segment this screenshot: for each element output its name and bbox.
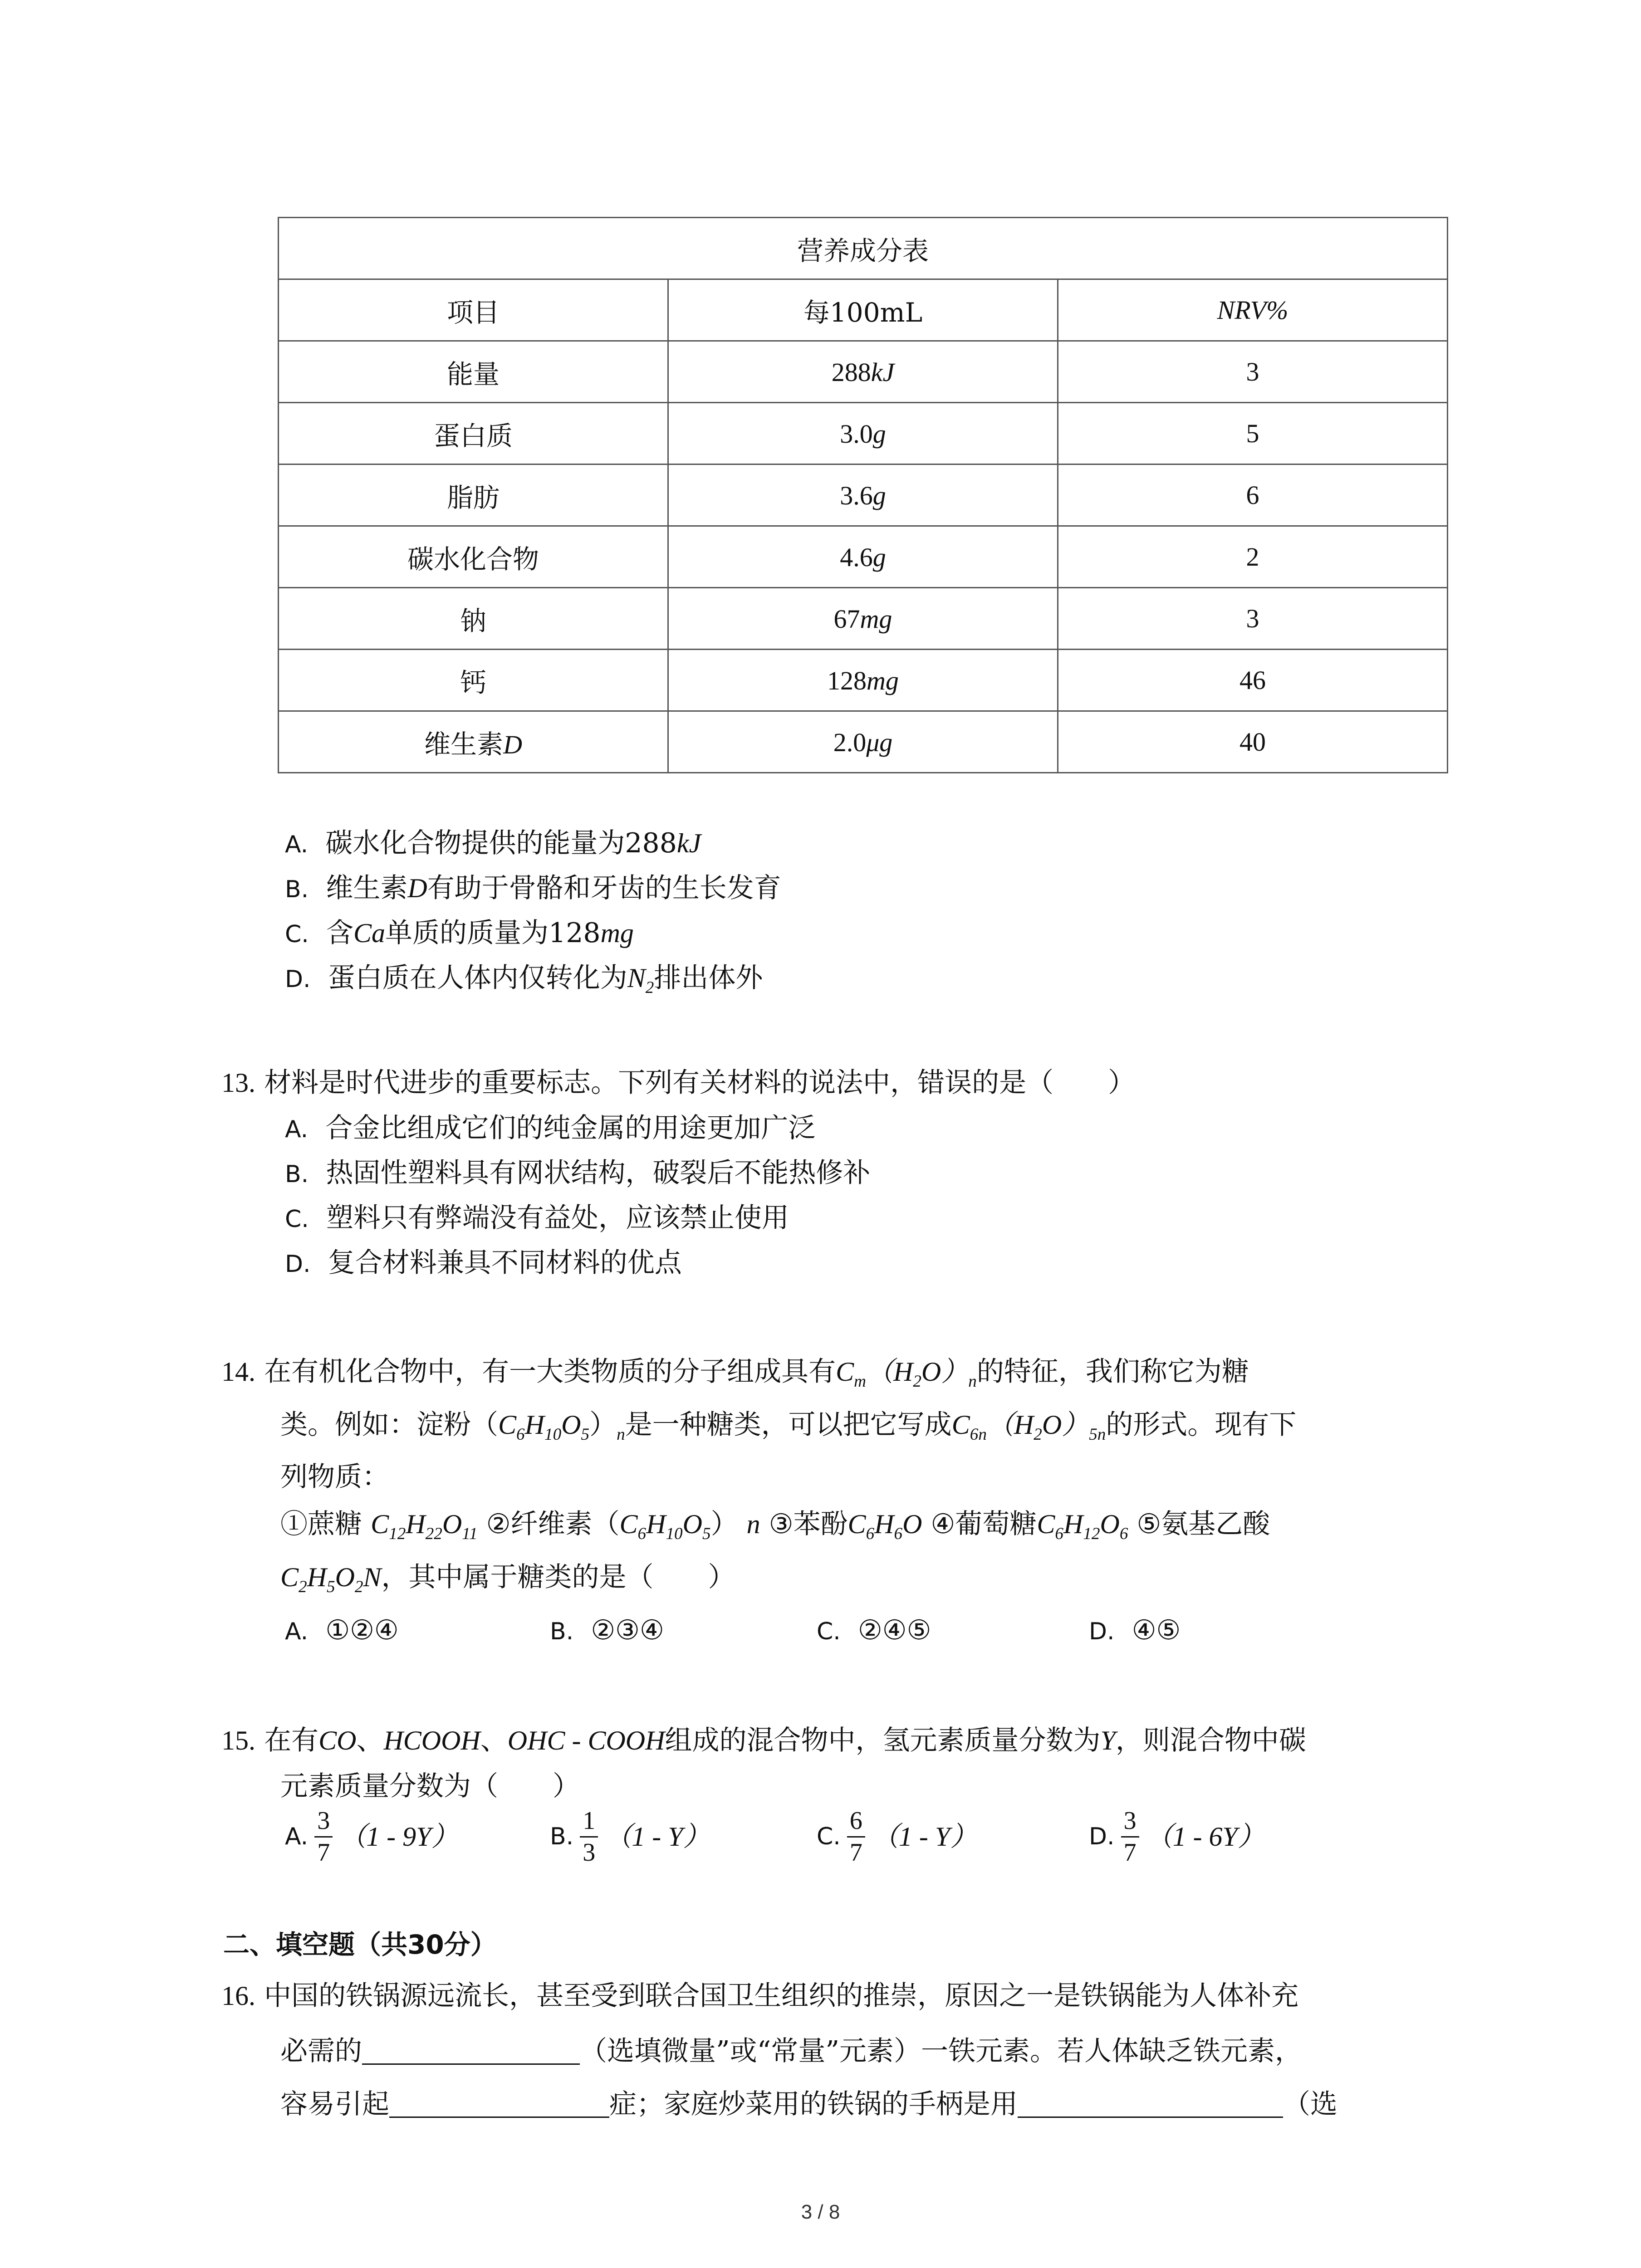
unit: kJ bbox=[676, 828, 701, 858]
cell-item: 钙 bbox=[279, 650, 668, 711]
q15-option-b[interactable] bbox=[550, 1808, 710, 1866]
formula-cm-h2o-n: $C_m(H_2O)_n$ bbox=[836, 1357, 977, 1391]
option-label: C. bbox=[817, 1823, 841, 1851]
sep: 、 bbox=[356, 1725, 384, 1756]
unit: mg bbox=[600, 918, 634, 948]
item-2: ②纤维素（ bbox=[486, 1508, 620, 1540]
item-1: ①蔗糖 bbox=[280, 1508, 362, 1540]
cell-nrv: 2 bbox=[1058, 526, 1448, 588]
option-text: 含 bbox=[326, 917, 353, 949]
amount-num: 288 bbox=[831, 357, 871, 387]
expression: （1 - 6Y） bbox=[1145, 1822, 1265, 1852]
text: 必需的 bbox=[280, 2035, 362, 2067]
table-row bbox=[279, 526, 1448, 588]
formula-glucose: $C_6H_{12}O_6$ bbox=[1037, 1509, 1128, 1544]
subscript: 2 bbox=[645, 978, 654, 997]
stem-text: 材料是时代进步的重要标志。下列有关材料的说法中，错误的是（ ） bbox=[264, 1067, 1136, 1099]
amount-unit: μg bbox=[866, 727, 893, 757]
q12-option-c[interactable] bbox=[285, 919, 634, 947]
cell-amount bbox=[668, 341, 1058, 403]
text: 在有机化合物中，有一大类物质的分子组成具有 bbox=[264, 1356, 836, 1388]
q14-line-2: 类。例如：淀粉$(C_6H_{10}O_5)_n$是一种糖类，可以把它写成$C_{6n}(H_2O)_{5n}$的形式。现有下 bbox=[280, 1409, 1297, 1444]
amount-unit: g bbox=[872, 480, 886, 510]
cell-amount bbox=[668, 711, 1058, 773]
option-text: 复合材料兼具不同材料的优点 bbox=[328, 1247, 682, 1279]
question-number: 15. bbox=[221, 1725, 255, 1755]
text-2: （选填微量”或“常量”元素）一铁元素。若人体缺乏铁元素， bbox=[580, 2035, 1303, 2067]
table-row bbox=[279, 403, 1448, 464]
table-row bbox=[279, 650, 1448, 711]
amount-num: 4.6 bbox=[840, 542, 873, 572]
formula-ohc-cooh: OHC - COOH bbox=[507, 1725, 665, 1755]
text-2: 的特征，我们称它为糖 bbox=[976, 1356, 1249, 1388]
q15-option-c[interactable] bbox=[817, 1808, 977, 1866]
question-number: 16. bbox=[221, 1981, 255, 2011]
numerator: 3 bbox=[1121, 1808, 1139, 1838]
element: Ca bbox=[353, 918, 386, 948]
option-label: C. bbox=[285, 1206, 309, 1233]
q13-option-c[interactable] bbox=[285, 1204, 789, 1232]
cell-nrv: 40 bbox=[1058, 711, 1448, 773]
option-label: C. bbox=[817, 1618, 841, 1645]
sep: 、 bbox=[480, 1725, 508, 1756]
cell-item: 碳水化合物 bbox=[279, 526, 668, 588]
cell-amount bbox=[668, 464, 1058, 526]
cell-amount bbox=[668, 403, 1058, 464]
fraction bbox=[314, 1808, 333, 1866]
option-label: B. bbox=[550, 1823, 574, 1851]
q13-option-a[interactable] bbox=[285, 1114, 815, 1142]
formula-co: CO bbox=[318, 1725, 357, 1755]
option-text: 碳水化合物提供的能量为288 bbox=[325, 827, 677, 859]
item-3: ③苯酚 bbox=[769, 1508, 848, 1540]
option-label: D. bbox=[1089, 1618, 1115, 1645]
option-label: A. bbox=[285, 831, 309, 858]
option-text: ②③④ bbox=[591, 1614, 664, 1646]
table-title: 营养成分表 bbox=[279, 218, 1448, 279]
text-2: 是一种糖类，可以把它写成 bbox=[625, 1409, 952, 1441]
formula-starch: $C_6H_{10}O_5$ bbox=[498, 1410, 590, 1444]
q13-option-d[interactable] bbox=[285, 1247, 682, 1279]
expression: （1 - 9Y） bbox=[339, 1822, 459, 1852]
answer-blank-2[interactable] bbox=[389, 2089, 609, 2118]
q15-line-2: 元素质量分数为（ ） bbox=[280, 1770, 580, 1802]
denominator: 3 bbox=[583, 1838, 596, 1867]
option-label: A. bbox=[285, 1823, 309, 1851]
cell-nrv: 6 bbox=[1058, 464, 1448, 526]
amount-unit: g bbox=[872, 542, 886, 572]
text-2: 组成的混合物中，氢元素质量分数为 bbox=[665, 1725, 1101, 1756]
cell-nrv: 5 bbox=[1058, 403, 1448, 464]
element: N bbox=[627, 963, 646, 993]
option-text: 蛋白质在人体内仅转化为 bbox=[328, 962, 627, 994]
amount-unit: g bbox=[872, 419, 886, 449]
amount-num: 2.0 bbox=[833, 727, 867, 757]
item-5: ⑤氨基乙酸 bbox=[1136, 1508, 1270, 1540]
option-text-2: 有助于骨骼和牙齿的生长发育 bbox=[427, 872, 781, 904]
option-text: ②④⑤ bbox=[858, 1614, 931, 1646]
option-text: 维生素 bbox=[326, 872, 408, 904]
cell-nrv: 46 bbox=[1058, 650, 1448, 711]
numerator: 3 bbox=[314, 1808, 333, 1838]
q14-option-c[interactable] bbox=[817, 1614, 931, 1646]
cell-item: 钠 bbox=[279, 588, 668, 650]
header-amount bbox=[668, 279, 1058, 341]
q14-line-4: ①蔗糖 $C_{12}H_{22}O_{11}$ ②纤维素$(C_6H_{10}O_5)$ n ③苯酚$C_6H_6O$ ④葡萄糖$C_6H_{12}O_6$ ⑤氨基乙酸 bbox=[280, 1508, 1270, 1544]
q14-line-3: 列物质： bbox=[280, 1461, 389, 1493]
text: 在有 bbox=[264, 1725, 319, 1756]
q15-option-a[interactable] bbox=[285, 1808, 459, 1866]
fraction bbox=[847, 1808, 865, 1866]
option-text: ①②④ bbox=[325, 1614, 399, 1646]
expression: （1 - Y） bbox=[604, 1822, 710, 1852]
header-item: 项目 bbox=[279, 279, 668, 341]
text: 类。例如：淀粉（ bbox=[280, 1409, 498, 1441]
fraction bbox=[1121, 1808, 1139, 1866]
q13-option-b[interactable] bbox=[285, 1159, 870, 1187]
q16-line-1 bbox=[221, 1980, 1299, 2012]
option-label: B. bbox=[550, 1618, 574, 1645]
amount-unit: mg bbox=[860, 604, 892, 634]
option-text-2: 单质的质量为128 bbox=[385, 917, 601, 949]
fraction bbox=[580, 1808, 598, 1866]
q13-stem bbox=[221, 1067, 1136, 1099]
text-2: 症；家庭炒菜用的铁锅的手柄是用 bbox=[609, 2088, 1018, 2120]
cell-amount bbox=[668, 526, 1058, 588]
cell-amount bbox=[668, 650, 1058, 711]
option-label: B. bbox=[285, 876, 309, 903]
formula-hcooh: HCOOH bbox=[383, 1725, 480, 1755]
q14-option-d[interactable] bbox=[1089, 1614, 1181, 1646]
option-text: 合金比组成它们的纯金属的用途更加广泛 bbox=[325, 1112, 816, 1144]
option-label: D. bbox=[285, 1251, 311, 1278]
option-label: B. bbox=[285, 1161, 309, 1188]
cell-nrv: 3 bbox=[1058, 341, 1448, 403]
header-nrv: NRV% bbox=[1058, 279, 1448, 341]
formula-glycine: $C_2H_5O_2N$ bbox=[280, 1562, 382, 1597]
amount-num: 3.6 bbox=[840, 480, 873, 510]
header-amount-text: 每100mL bbox=[803, 297, 923, 328]
formula-cellulose: $C_6H_{10}O_5$ bbox=[619, 1509, 711, 1544]
q14-option-a[interactable] bbox=[285, 1614, 399, 1646]
text-3: 的形式。现有下 bbox=[1106, 1409, 1297, 1441]
amount-num: 128 bbox=[827, 665, 867, 695]
q12-option-d[interactable] bbox=[285, 962, 763, 997]
formula-sucrose: $C_{12}H_{22}O_{11}$ bbox=[371, 1509, 478, 1544]
q12-option-b[interactable] bbox=[285, 872, 781, 904]
amount-unit: mg bbox=[867, 665, 899, 695]
cell-item: 脂肪 bbox=[279, 464, 668, 526]
cell-item bbox=[279, 711, 668, 773]
option-text: ④⑤ bbox=[1132, 1614, 1181, 1646]
cell-item: 能量 bbox=[279, 341, 668, 403]
option-label: C. bbox=[285, 921, 309, 948]
formula-phenol: $C_6H_6O$ bbox=[847, 1509, 922, 1544]
cell-item: 蛋白质 bbox=[279, 403, 668, 464]
amount-unit: kJ bbox=[871, 357, 895, 387]
nutrition-table bbox=[278, 217, 1448, 773]
text-3: ，则混合物中碳 bbox=[1115, 1725, 1306, 1756]
q14-line-5 bbox=[280, 1561, 735, 1597]
q14-option-b[interactable] bbox=[550, 1614, 664, 1646]
cell-nrv: 3 bbox=[1058, 588, 1448, 650]
q16-line-3 bbox=[280, 2089, 1337, 2118]
formula-c6n: $C_{6n}(H_2O)_{5n}$ bbox=[951, 1410, 1106, 1444]
amount-num: 3.0 bbox=[840, 419, 873, 449]
text: ，其中属于糖类的是（ ） bbox=[381, 1561, 735, 1593]
expression: （1 - Y） bbox=[871, 1822, 978, 1852]
option-label: D. bbox=[285, 966, 311, 993]
item-text: 维生素 bbox=[424, 728, 504, 760]
question-number: 14. bbox=[221, 1357, 255, 1387]
section-heading: 二、填空题（共30分） bbox=[223, 1929, 497, 1960]
item-4: ④葡萄糖 bbox=[931, 1508, 1037, 1540]
text: 中国的铁锅源远流长，甚至受到联合国卫生组织的推崇，原因之一是铁锅能为人体补充 bbox=[264, 1980, 1299, 2012]
q16-line-2 bbox=[280, 2036, 1302, 2065]
option-text: 塑料只有弊端没有益处，应该禁止使用 bbox=[326, 1202, 789, 1234]
option-label: A. bbox=[285, 1618, 309, 1645]
option-label: D. bbox=[1089, 1823, 1115, 1851]
amount-num: 67 bbox=[833, 604, 860, 634]
text: 容易引起 bbox=[280, 2088, 389, 2120]
item-letter: D bbox=[503, 729, 522, 759]
q15-option-d[interactable] bbox=[1089, 1808, 1265, 1866]
answer-blank-1[interactable] bbox=[362, 2036, 580, 2065]
cell-amount bbox=[668, 588, 1058, 650]
q12-option-a[interactable] bbox=[285, 827, 701, 859]
denominator: 7 bbox=[849, 1838, 862, 1867]
option-text-2: 排出体外 bbox=[654, 962, 763, 994]
table-title-row bbox=[279, 218, 1448, 279]
text-3: （选 bbox=[1283, 2088, 1337, 2120]
formula-n: n bbox=[617, 1425, 625, 1444]
table-row bbox=[279, 588, 1448, 650]
denominator: 7 bbox=[1123, 1838, 1136, 1867]
numerator: 1 bbox=[580, 1808, 598, 1838]
letter: D bbox=[407, 873, 427, 903]
answer-blank-3[interactable] bbox=[1018, 2089, 1283, 2118]
table-row bbox=[279, 711, 1448, 773]
option-text: 热固性塑料具有网状结构，破裂后不能热修补 bbox=[326, 1157, 871, 1189]
page-number: 3 / 8 bbox=[801, 2201, 840, 2223]
table-row bbox=[279, 341, 1448, 403]
formula-n: n bbox=[746, 1509, 760, 1539]
question-number: 13. bbox=[221, 1068, 255, 1098]
table-row bbox=[279, 464, 1448, 526]
table-header-row bbox=[279, 279, 1448, 341]
denominator: 7 bbox=[317, 1838, 330, 1867]
q15-line-1 bbox=[221, 1727, 1306, 1754]
var-y: Y bbox=[1100, 1725, 1116, 1755]
q14-line-1 bbox=[221, 1356, 1249, 1391]
option-label: A. bbox=[285, 1116, 309, 1143]
numerator: 6 bbox=[847, 1808, 865, 1838]
